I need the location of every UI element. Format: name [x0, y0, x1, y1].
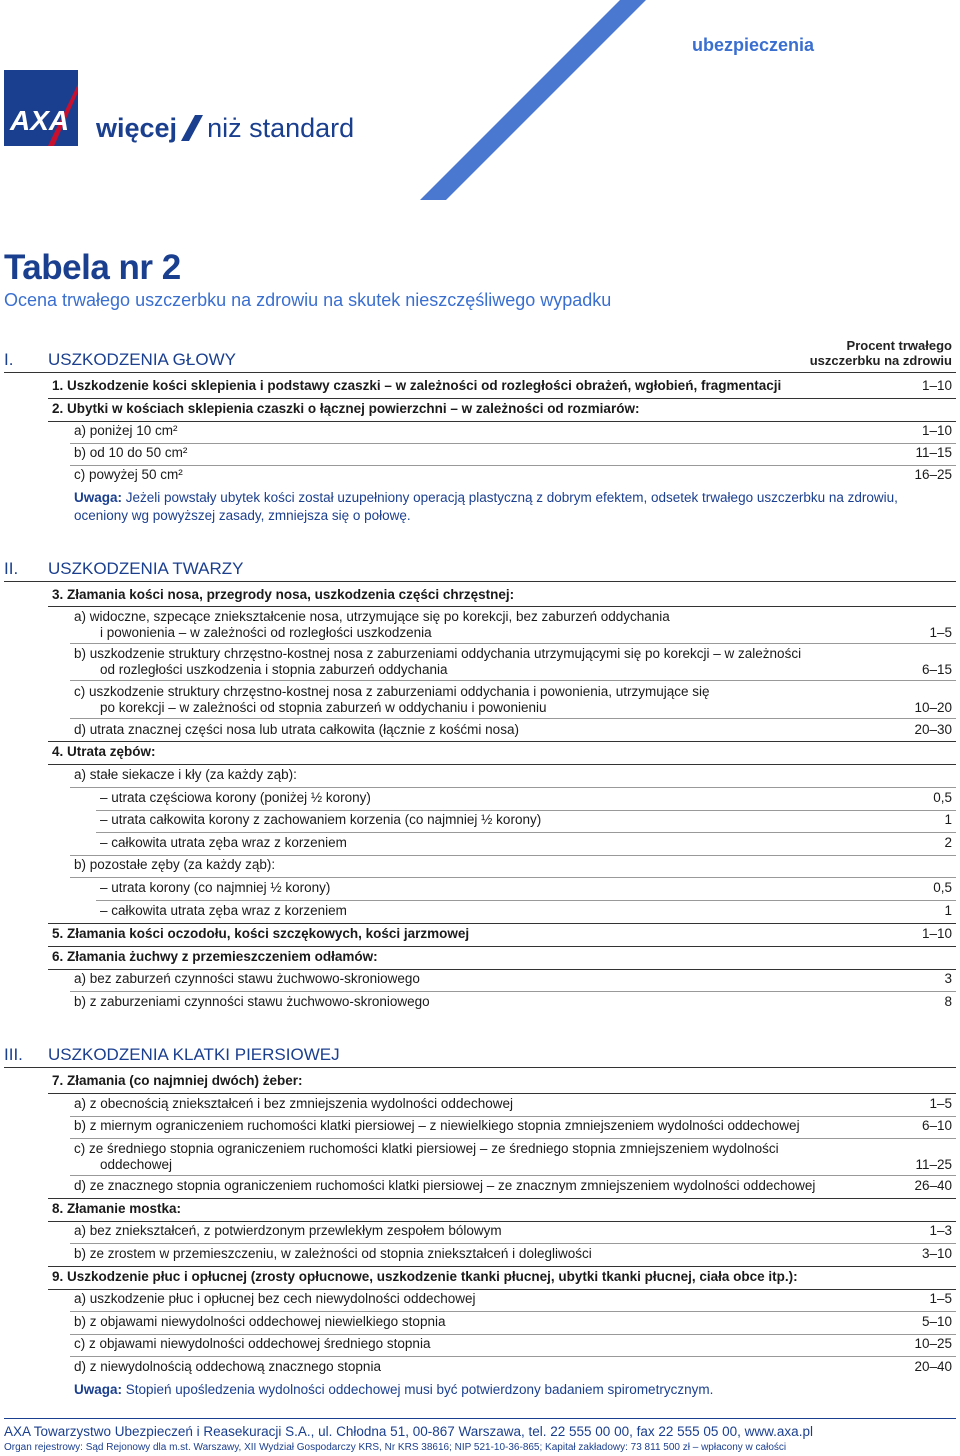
row-value: 26–40	[914, 1178, 952, 1193]
row-text: – utrata korony (co najmniej ½ korony)	[100, 880, 331, 895]
row-text: b) od 10 do 50 cm²	[74, 445, 188, 460]
divider	[70, 1175, 956, 1176]
column-header	[810, 338, 952, 368]
row-value: 10–20	[914, 700, 952, 715]
row-value: 6–15	[921, 662, 952, 677]
divider	[48, 741, 956, 742]
table-row	[4, 684, 956, 718]
divider	[70, 1243, 956, 1244]
row-text: d) ze znacznego stopnia ograniczeniem ruchomości klatki piersiowej – ze znacznym zmniejszeniem wydolności oddechowej	[74, 1178, 816, 1193]
divider	[48, 398, 956, 399]
row-value: 3–10	[921, 1246, 952, 1261]
divider	[70, 1138, 956, 1139]
note-text: Jeżeli powstały ubytek kości został uzupełniony operacją plastyczną z dobrym efektem, odsetek trwałego uszczerbku na zdrowiu,	[122, 490, 898, 505]
row-value: 0,5	[933, 880, 952, 895]
row-text: i powonienia – w zależności od rozległości uszkodzenia	[100, 625, 432, 640]
divider	[4, 1067, 956, 1068]
row-value: 11–25	[915, 1157, 952, 1172]
note	[4, 490, 956, 526]
divider	[48, 764, 956, 765]
row-text: d) utrata znacznej części nosa lub utrata całkowita (łącznie z kośćmi nosa)	[74, 722, 519, 737]
page-subtitle: Ocena trwałego uszczerbku na zdrowiu na skutek nieszczęśliwego wypadku	[4, 290, 612, 310]
table-row	[4, 812, 956, 832]
note-label: Uwaga:	[74, 490, 123, 505]
row-text: d) z niewydolnością oddechową znacznego stopnia	[74, 1359, 381, 1374]
divider	[48, 1221, 956, 1222]
row-value: 1–3	[929, 1223, 952, 1238]
row-value: 1	[944, 903, 952, 918]
row-value: 6–10	[921, 1118, 952, 1133]
divider	[48, 606, 956, 607]
column-header-line1: Procent trwałego	[846, 338, 952, 353]
row-value: 1–10	[921, 926, 952, 941]
divider	[70, 643, 956, 644]
axa-logo	[4, 70, 78, 146]
row-text: a) bez zniekształceń, z potwierdzonym przewlekłym zespołem bólowym	[74, 1223, 502, 1238]
table-row	[4, 378, 956, 398]
divider	[70, 465, 956, 466]
row-text: 4. Utrata zębów:	[52, 744, 156, 759]
row-value: 1–5	[929, 1096, 952, 1111]
table-row	[4, 587, 956, 607]
row-text: c) ze średniego stopnia ograniczeniem ruchomości klatki piersiowej – ze średniego stopnia zmniejszeniem wydolności	[74, 1141, 779, 1156]
table-row	[4, 857, 956, 877]
row-value: 1–5	[929, 1291, 952, 1306]
table-row	[4, 609, 956, 643]
table-row	[4, 835, 956, 855]
table-row	[4, 880, 956, 900]
divider	[70, 877, 956, 878]
brand-tag: ubezpieczenia	[691, 35, 814, 55]
table-row	[4, 767, 956, 787]
divider	[48, 923, 956, 924]
table-row	[4, 1141, 956, 1175]
divider	[48, 1289, 956, 1290]
row-text: c) uszkodzenie struktury chrzęstno-kostnej nosa z zaburzeniami oddychania i powonienia, utrzymujące się	[74, 684, 710, 699]
table-row	[4, 1269, 956, 1289]
table-row	[4, 467, 956, 487]
table-row	[4, 994, 956, 1014]
row-text: b) uszkodzenie struktury chrzęstno-kostnej nosa z zaburzeniami oddychania utrzymującymi się po korekcji – w zależności	[74, 646, 802, 661]
table-row	[4, 744, 956, 764]
row-text: b) pozostałe zęby (za każdy ząb):	[74, 857, 276, 872]
row-text: 3. Złamania kości nosa, przegrody nosa, uszkodzenia części chrzęstnej:	[52, 587, 515, 602]
divider	[48, 1093, 956, 1094]
table-row	[4, 445, 956, 465]
row-value: 20–30	[914, 722, 952, 737]
row-text: a) bez zaburzeń czynności stawu żuchwowo-skroniowego	[74, 971, 420, 986]
row-value: 3	[944, 971, 952, 986]
section-title: USZKODZENIA TWARZY	[48, 559, 244, 578]
row-text: po korekcji – w zależności od stopnia zaburzeń w oddychaniu i powonieniu	[100, 700, 547, 715]
row-text: a) widoczne, szpecące zniekształcenie nosa, utrzymujące się po korekcji, bez zaburzeń oddychania	[74, 609, 670, 624]
divider	[70, 1356, 956, 1357]
row-text: b) z zaburzeniami czynności stawu żuchwowo-skroniowego	[74, 994, 430, 1009]
divider	[70, 680, 956, 681]
row-text: a) stałe siekacze i kły (za każdy ząb):	[74, 767, 297, 782]
divider	[48, 946, 956, 947]
row-text: – utrata całkowita korony z zachowaniem korzenia (co najmniej ½ korony)	[100, 812, 542, 827]
divider	[70, 991, 956, 992]
divider	[70, 855, 956, 856]
divider	[48, 1266, 956, 1267]
section-number: I.	[4, 350, 14, 369]
row-value: 0,5	[933, 790, 952, 805]
divider	[70, 1116, 956, 1117]
row-text: 2. Ubytki w kościach sklepienia czaszki o łącznej powierzchni – w zależności od rozmiarów:	[52, 401, 640, 416]
table-row	[4, 646, 956, 680]
table-row	[4, 1178, 956, 1198]
footer-company-info: AXA Towarzystwo Ubezpieczeń i Reasekuracji S.A., ul. Chłodna 51, 00-867 Warszawa, tel. 22 555 00 00, fax 22 555 05 00, www.axa.pl	[4, 1424, 813, 1439]
table-row	[4, 1314, 956, 1334]
row-text: b) z miernym ograniczeniem ruchomości klatki piersiowej – z niewielkiego stopnia zmniejszeniem wydolności oddechowej	[74, 1118, 800, 1133]
table-row	[4, 1359, 956, 1379]
row-value: 2	[944, 835, 952, 850]
row-text: c) z objawami niewydolności oddechowej średniego stopnia	[74, 1336, 431, 1351]
row-text: – całkowita utrata zęba wraz z korzeniem	[100, 835, 347, 850]
divider	[96, 900, 956, 901]
row-text: 5. Złamania kości oczodołu, kości szczękowych, kości jarzmowej	[52, 926, 470, 941]
table-row	[4, 1118, 956, 1138]
table-row	[4, 1291, 956, 1311]
section-number: II.	[4, 559, 19, 578]
section-title: USZKODZENIA GŁOWY	[48, 350, 236, 369]
divider	[70, 787, 956, 788]
divider	[4, 581, 956, 582]
row-text: – utrata częściowa korony (poniżej ½ korony)	[100, 790, 371, 805]
divider	[70, 443, 956, 444]
row-text: a) z obecnością zniekształceń i bez zmniejszenia wydolności oddechowej	[74, 1096, 513, 1111]
slogan-rest: niż standard	[207, 113, 355, 143]
divider	[48, 421, 956, 422]
table-row	[4, 1336, 956, 1356]
section-number: III.	[4, 1045, 23, 1064]
table-row	[4, 1096, 956, 1116]
row-text: b) ze zrostem w przemieszczeniu, w zależności od stopnia zniekształceń i dolegliwości	[74, 1246, 592, 1261]
row-text: 6. Złamania żuchwy z przemieszczeniem odłamów:	[52, 949, 378, 964]
table-row	[4, 903, 956, 923]
divider	[70, 1311, 956, 1312]
slash-icon	[181, 115, 203, 141]
table-row	[4, 971, 956, 991]
svg-text:AXA: AXA	[10, 105, 70, 136]
row-value: 16–25	[914, 467, 952, 482]
row-text: 1. Uszkodzenie kości sklepienia i podstawy czaszki – w zależności od rozległości obrażeń, wgłobień, fragmentacji	[52, 378, 782, 393]
row-text: 8. Złamanie mostka:	[52, 1201, 182, 1216]
table-row	[4, 1201, 956, 1221]
row-value: 20–40	[914, 1359, 952, 1374]
divider	[96, 810, 956, 811]
table-row	[4, 722, 956, 742]
page-title: Tabela nr 2	[4, 248, 181, 287]
section-title: USZKODZENIA KLATKI PIERSIOWEJ	[48, 1045, 340, 1064]
row-text: 7. Złamania (co najmniej dwóch) żeber:	[52, 1073, 303, 1088]
row-value: 1–5	[929, 625, 952, 640]
slogan	[96, 112, 354, 144]
note-label: Uwaga:	[74, 1382, 123, 1397]
table-row	[4, 949, 956, 969]
slogan-bold: więcej	[96, 113, 178, 143]
table-row	[4, 401, 956, 421]
row-text: 9. Uszkodzenie płuc i opłucnej (zrosty opłucnowe, uszkodzenie tkanki płucnej, ubytki tkanki płucnej, ciała obce itp.):	[52, 1269, 798, 1284]
row-text: oddechowej	[100, 1157, 173, 1172]
row-value: 11–15	[915, 445, 952, 460]
divider	[48, 1198, 956, 1199]
note-text: oceniony wg powyższej zasady, zmniejsza się o połowę.	[74, 508, 411, 523]
column-header-line2: uszczerbku na zdrowiu	[809, 353, 952, 368]
row-text: a) uszkodzenie płuc i opłucnej bez cech niewydolności oddechowej	[74, 1291, 476, 1306]
table-row	[4, 926, 956, 946]
table-row	[4, 1223, 956, 1243]
footer-registry-info: Organ rejestrowy: Sąd Rejonowy dla m.st. Warszawy, XII Wydział Gospodarczy KRS, Nr KRS 38616; NIP 521-10-36-865; Kapitał zakładowy: 73 811 500 zł – wpłacony w całości	[4, 1442, 787, 1453]
row-value: 1	[944, 812, 952, 827]
row-text: a) poniżej 10 cm²	[74, 423, 178, 438]
row-text: c) powyżej 50 cm²	[74, 467, 183, 482]
divider	[48, 969, 956, 970]
row-value: 8	[944, 994, 952, 1009]
note-text: Stopień upośledzenia wydolności oddechowej musi być potwierdzony badaniem spirometrycznym.	[122, 1382, 714, 1397]
table-row	[4, 1073, 956, 1093]
table-row	[4, 1246, 956, 1266]
row-value: 5–10	[921, 1314, 952, 1329]
row-text: b) z objawami niewydolności oddechowej niewielkiego stopnia	[74, 1314, 446, 1329]
row-value: 1–10	[921, 423, 952, 438]
divider	[4, 372, 956, 373]
row-text: – całkowita utrata zęba wraz z korzeniem	[100, 903, 347, 918]
note	[4, 1382, 956, 1402]
table-row	[4, 790, 956, 810]
divider	[70, 1334, 956, 1335]
table-row	[4, 423, 956, 443]
divider	[96, 832, 956, 833]
row-value: 10–25	[914, 1336, 952, 1351]
row-text: od rozległości uszkodzenia i stopnia zaburzeń oddychania	[100, 662, 448, 677]
row-value: 1–10	[921, 378, 952, 393]
divider	[70, 718, 956, 719]
footer-divider	[4, 1418, 956, 1419]
